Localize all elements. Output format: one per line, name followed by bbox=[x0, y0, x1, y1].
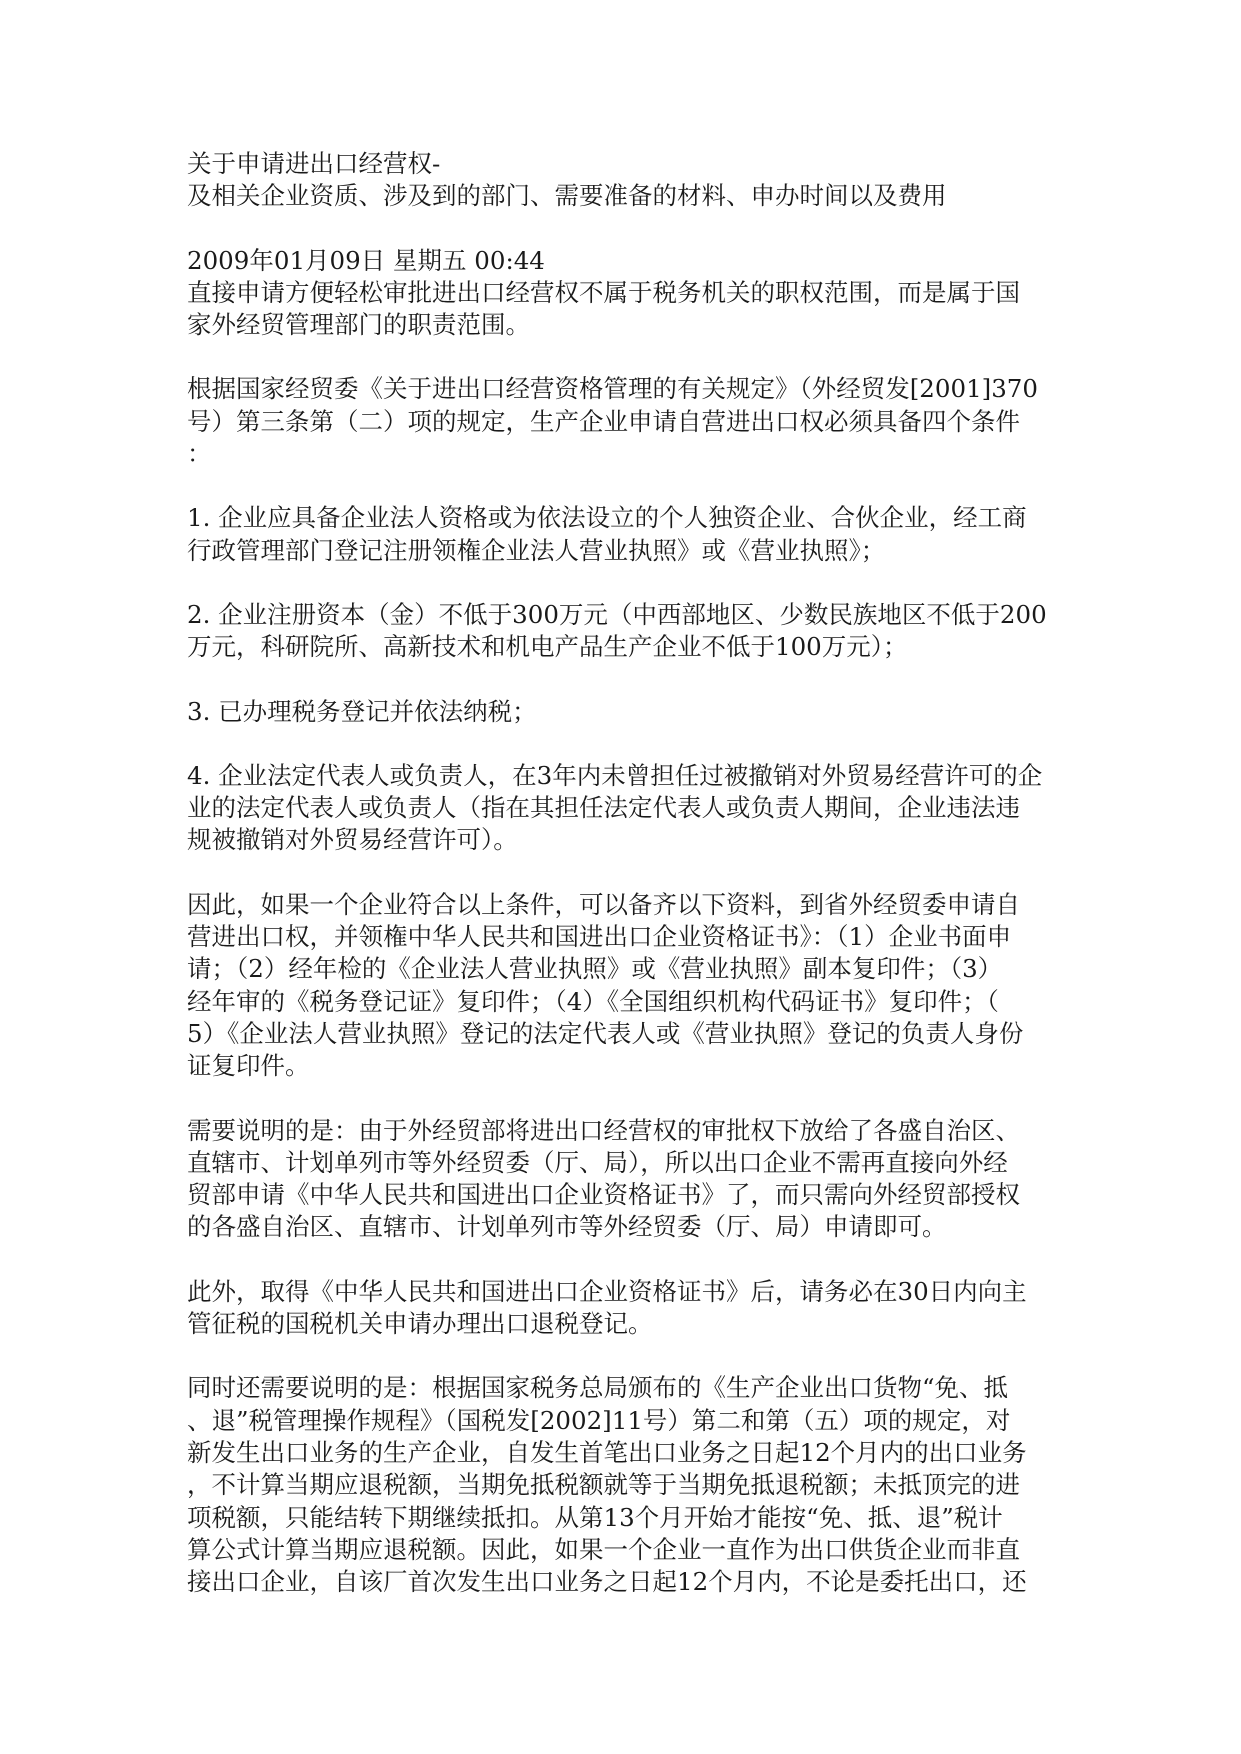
post-date: 2009年01月09日 星期五 00:44 bbox=[187, 245, 545, 275]
paragraph-line: 万元，科研院所、高新技术和机电产品生产企业不低于100万元）； bbox=[187, 632, 908, 662]
paragraph-line: 请；（2）经年检的《企业法人营业执照》或《营业执照》副本复印件；（3） bbox=[187, 954, 1003, 984]
title-line-1: 关于申请进出口经营权- bbox=[187, 149, 441, 178]
paragraph-line: 因此，如果一个企业符合以上条件，可以备齐以下资料，到省外经贸委申请自 bbox=[187, 889, 1020, 919]
paragraph-line: 新发生出口业务的生产企业，自发生首笔出口业务之日起12个月内的出口业务 bbox=[187, 1437, 1027, 1467]
paragraph-line: 营进出口权，并领権中华人民共和国进出口企业资格证书》：（1）企业书面申 bbox=[187, 922, 1012, 952]
paragraph bbox=[187, 760, 1063, 857]
paragraph-line: 直辖市、计划单列市等外经贸委（厅、局），所以出口企业不需再直接向外经 bbox=[187, 1147, 1008, 1177]
paragraph-line: 1. 企业应具备企业法人资格或为依法设立的个人独资企业、合伙企业，经工商 bbox=[187, 503, 1027, 533]
paragraph-line: 号）第三条第（二）项的规定，生产企业申请自营进出口权必须具备四个条件 bbox=[187, 406, 1020, 436]
paragraph-line: 根据国家经贸委《关于进出口经营资格管理的有关规定》（外经贸发[2001]370 bbox=[187, 374, 1038, 404]
paragraph-line: 、退”税管理操作规程》（国税发[2002]11号）第二和第（五）项的规定，对 bbox=[187, 1405, 1011, 1435]
paragraph-line: 经年审的《税务登记证》复印件；（4）《全国组织机构代码证书》复印件；（ bbox=[187, 986, 999, 1016]
paragraph-line: 直接申请方便轻松审批进出口经营权不属于税务机关的职权范围，而是属于国 bbox=[187, 277, 1020, 307]
paragraph bbox=[187, 696, 1063, 728]
paragraph-line: ，不计算当期应退税额，当期免抵税额就等于当期免抵退税额；未抵顶完的进 bbox=[187, 1470, 1020, 1500]
paragraph-line: 管征税的国税机关申请办理出口退税登记。 bbox=[187, 1309, 653, 1339]
paragraph bbox=[187, 373, 1063, 470]
paragraph-line: 业的法定代表人或负责人（指在其担任法定代表人或负责人期间，企业违法违 bbox=[187, 793, 1020, 823]
paragraph-line: 证复印件。 bbox=[187, 1051, 310, 1081]
paragraph-line: 项税额，只能结转下期继续抵扣。从第13个月开始才能按“免、抵、退”税计 bbox=[187, 1502, 1003, 1532]
paragraph bbox=[187, 889, 1063, 1083]
paragraph-line: ： bbox=[187, 439, 212, 469]
document-body bbox=[187, 277, 1063, 1599]
document-title bbox=[187, 148, 1063, 213]
paragraph bbox=[187, 1115, 1063, 1244]
paragraph bbox=[187, 1372, 1063, 1598]
paragraph bbox=[187, 277, 1063, 342]
document-page bbox=[187, 148, 1063, 1598]
paragraph bbox=[187, 1276, 1063, 1341]
paragraph-line: 接出口企业，自该厂首次发生出口业务之日起12个月内，不论是委托出口，还 bbox=[187, 1567, 1027, 1597]
paragraph-line: 家外经贸管理部门的职责范围。 bbox=[187, 310, 530, 340]
paragraph-line: 行政管理部门登记注册领権企业法人营业执照》或《营业执照》； bbox=[187, 535, 886, 565]
paragraph-line: 贸部申请《中华人民共和国进出口企业资格证书》了，而只需向外经贸部授权 bbox=[187, 1180, 1020, 1210]
paragraph bbox=[187, 599, 1063, 664]
paragraph-line: 4. 企业法定代表人或负责人，在3年内未曾担任过被撤销对外贸易经营许可的企 bbox=[187, 760, 1043, 790]
title-line-2: 及相关企业资质、涉及到的部门、需要准备的材料、申办时间以及费用 bbox=[187, 181, 947, 211]
paragraph-line: 3. 已办理税务登记并依法纳税； bbox=[187, 696, 537, 726]
paragraph-line: 的各盛自治区、直辖市、计划单列市等外经贸委（厅、局）申请即可。 bbox=[187, 1212, 947, 1242]
paragraph-line: 算公式计算当期应退税额。因此，如果一个企业一直作为出口供货企业而非直 bbox=[187, 1534, 1020, 1564]
paragraph-line: 2. 企业注册资本（金）不低于300万元（中西部地区、少数民族地区不低于200 bbox=[187, 599, 1047, 629]
paragraph-line: 规被撤销对外贸易经营许可）。 bbox=[187, 825, 518, 855]
paragraph-line: 同时还需要说明的是：根据国家税务总局颁布的《生产企业出口货物“免、抵 bbox=[187, 1373, 1009, 1403]
paragraph bbox=[187, 502, 1063, 567]
paragraph-line: 需要说明的是：由于外经贸部将进出口经营权的审批权下放给了各盛自治区、 bbox=[187, 1115, 1020, 1145]
paragraph-line: 此外，取得《中华人民共和国进出口企业资格证书》后，请务必在30日内向主 bbox=[187, 1276, 1027, 1306]
paragraph-line: 5）《企业法人营业执照》登记的法定代表人或《营业执照》登记的负责人身份 bbox=[187, 1018, 1024, 1048]
